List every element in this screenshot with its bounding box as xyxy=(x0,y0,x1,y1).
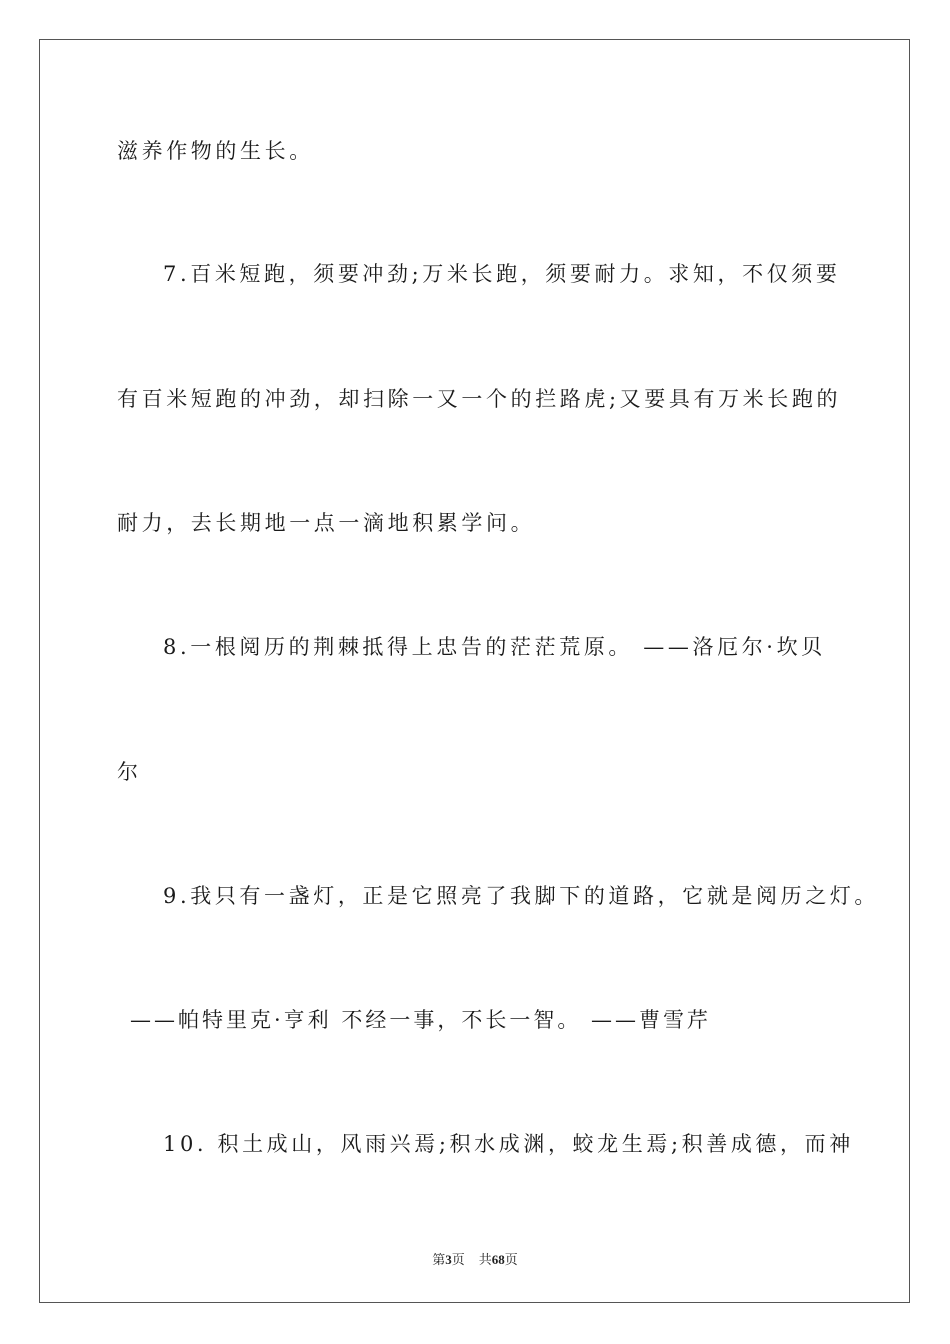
text-line-9: 10. 积土成山，风雨兴焉;积水成渊，蛟龙生焉;积善成德，而神 xyxy=(163,1132,854,1156)
text-line-1: 滋养作物的生长。 xyxy=(117,139,314,163)
footer-total-pages: 68 xyxy=(491,1252,505,1267)
page-border xyxy=(39,39,910,1303)
text-line-2: 7.百米短跑，须要冲劲;万米长跑，须要耐力。求知，不仅须要 xyxy=(163,262,841,286)
footer-total-suffix: 页 xyxy=(504,1253,518,1268)
text-line-5: 8.一根阅历的荆棘抵得上忠告的茫茫荒原。 ——洛厄尔·坎贝 xyxy=(163,635,826,659)
footer-page-prefix: 第 xyxy=(432,1253,446,1268)
text-line-7: 9.我只有一盏灯，正是它照亮了我脚下的道路，它就是阅历之灯。 xyxy=(163,884,880,908)
footer-total-prefix: 共 xyxy=(478,1253,492,1268)
text-line-8: ——帕特里克·亨利 不经一事，不长一智。 ——曹雪芹 xyxy=(130,1008,712,1032)
text-line-3: 有百米短跑的冲劲，却扫除一又一个的拦路虎;又要具有万米长跑的 xyxy=(117,387,842,411)
text-line-4: 耐力，去长期地一点一滴地积累学问。 xyxy=(117,511,536,535)
footer-page-suffix: 页 xyxy=(451,1253,465,1268)
page-footer xyxy=(0,1249,950,1268)
footer-page-number: 3 xyxy=(445,1252,452,1267)
text-line-6: 尔 xyxy=(117,760,142,784)
